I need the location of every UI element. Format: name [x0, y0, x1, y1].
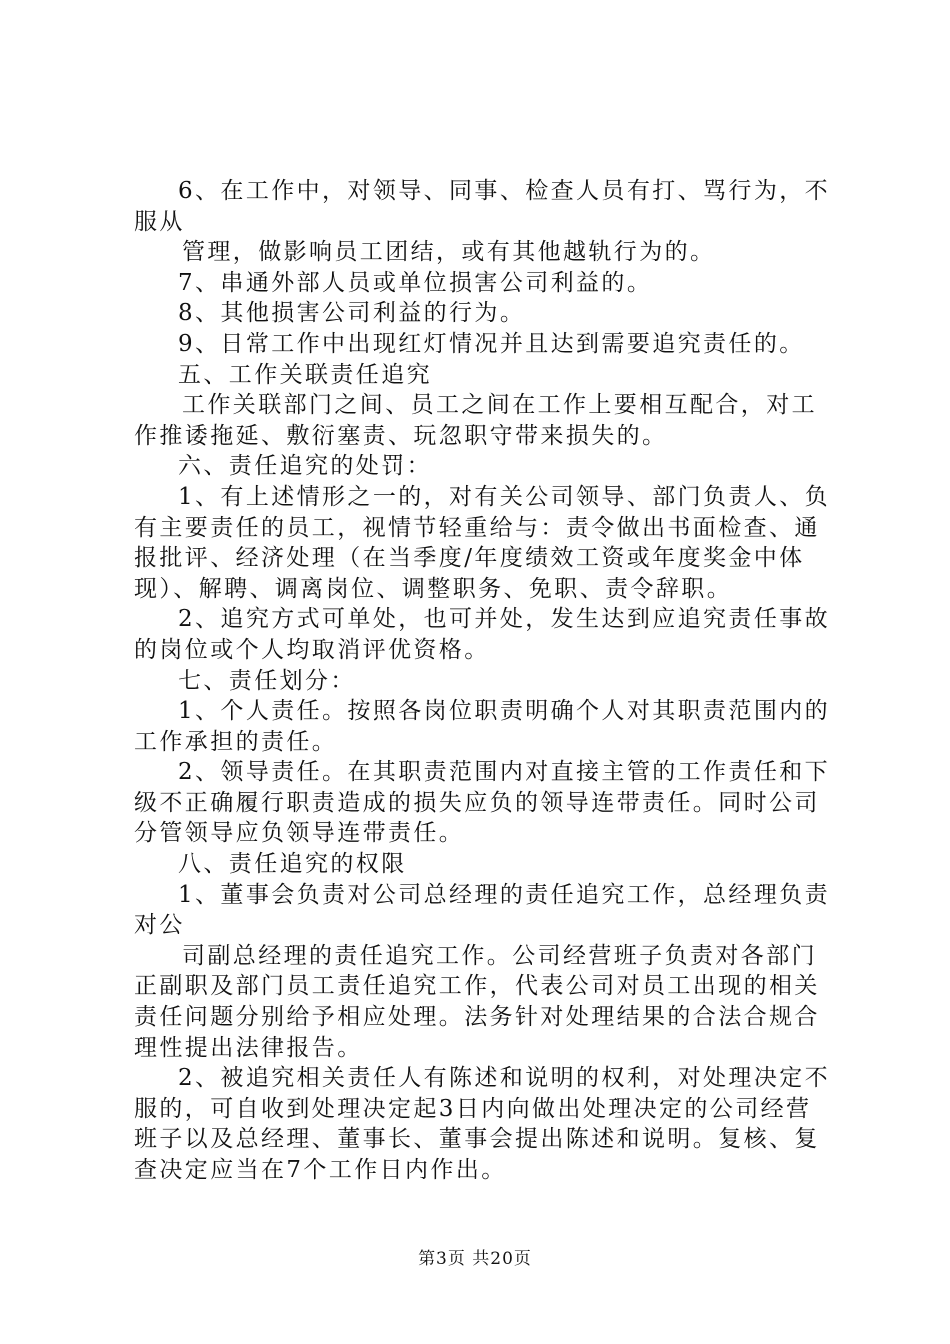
text-line: 工作承担的责任。 [134, 728, 338, 755]
text-line: 2、领导责任。在其职责范围内对直接主管的工作责任和下 [178, 759, 831, 786]
text-line: 的岗位或个人均取消评优资格。 [134, 636, 490, 663]
text-line: 8、其他损害公司利益的行为。 [178, 300, 526, 327]
text-line: 八、责任追究的权限 [178, 851, 407, 878]
text-line: 班子以及总经理、董事长、董事会提出陈述和说明。复核、复 [134, 1126, 820, 1153]
text-line: 服的，可自收到处理决定起3日内向做出处理决定的公司经营 [134, 1095, 812, 1122]
text-line: 责任问题分别给予相应处理。法务针对处理结果的合法合规合 [134, 1004, 820, 1031]
text-line: 现）、解聘、调离岗位、调整职务、免职、责令辞职。 [134, 575, 733, 602]
text-line: 9、日常工作中出现红灯情况并且达到需要追究责任的。 [178, 330, 805, 357]
text-line: 查决定应当在7个工作日内作出。 [134, 1157, 507, 1183]
text-line: 对公 [134, 912, 185, 939]
text-line: 级不正确履行职责造成的损失应负的领导连带责任。同时公司 [134, 789, 820, 816]
text-line: 五、工作关联责任追究 [178, 361, 432, 388]
page-footer: 第3页 共20页 [418, 1249, 532, 1269]
text-line: 报批评、经济处理（在当季度/年度绩效工资或年度奖金中体 [134, 545, 805, 572]
text-line: 2、被追究相关责任人有陈述和说明的权利，对处理决定不 [178, 1065, 831, 1092]
text-line: 七、责任划分： [178, 667, 356, 694]
text-line: 有主要责任的员工，视情节轻重给与：责令做出书面检查、通 [134, 514, 820, 541]
text-line: 工作关联部门之间、员工之间在工作上要相互配合，对工 [182, 392, 817, 419]
text-line: 1、个人责任。按照各岗位职责明确个人对其职责范围内的 [178, 698, 831, 725]
text-line: 2、追究方式可单处，也可并处，发生达到应追究责任事故 [178, 606, 831, 633]
text-line: 服从 [134, 208, 185, 235]
text-line: 司副总经理的责任追究工作。公司经营班子负责对各部门 [182, 942, 817, 969]
document-body [134, 176, 834, 1186]
text-line: 6、在工作中，对领导、同事、检查人员有打、骂行为，不 [178, 178, 831, 204]
text-line: 1、董事会负责对公司总经理的责任追究工作，总经理负责 [178, 881, 831, 908]
text-line: 管理，做影响员工团结，或有其他越轨行为的。 [182, 239, 716, 266]
text-line: 1、有上述情形之一的，对有关公司领导、部门负责人、负 [178, 483, 831, 510]
text-line: 7、串通外部人员或单位损害公司利益的。 [178, 269, 653, 296]
text-line: 理性提出法律报告。 [134, 1034, 363, 1061]
text-line: 六、责任追究的处罚： [178, 453, 432, 480]
text-line: 分管领导应负领导连带责任。 [134, 820, 465, 847]
text-line: 正副职及部门员工责任追究工作，代表公司对员工出现的相关 [134, 973, 820, 1000]
text-line: 作推诿拖延、敷衍塞责、玩忽职守带来损失的。 [134, 422, 668, 449]
